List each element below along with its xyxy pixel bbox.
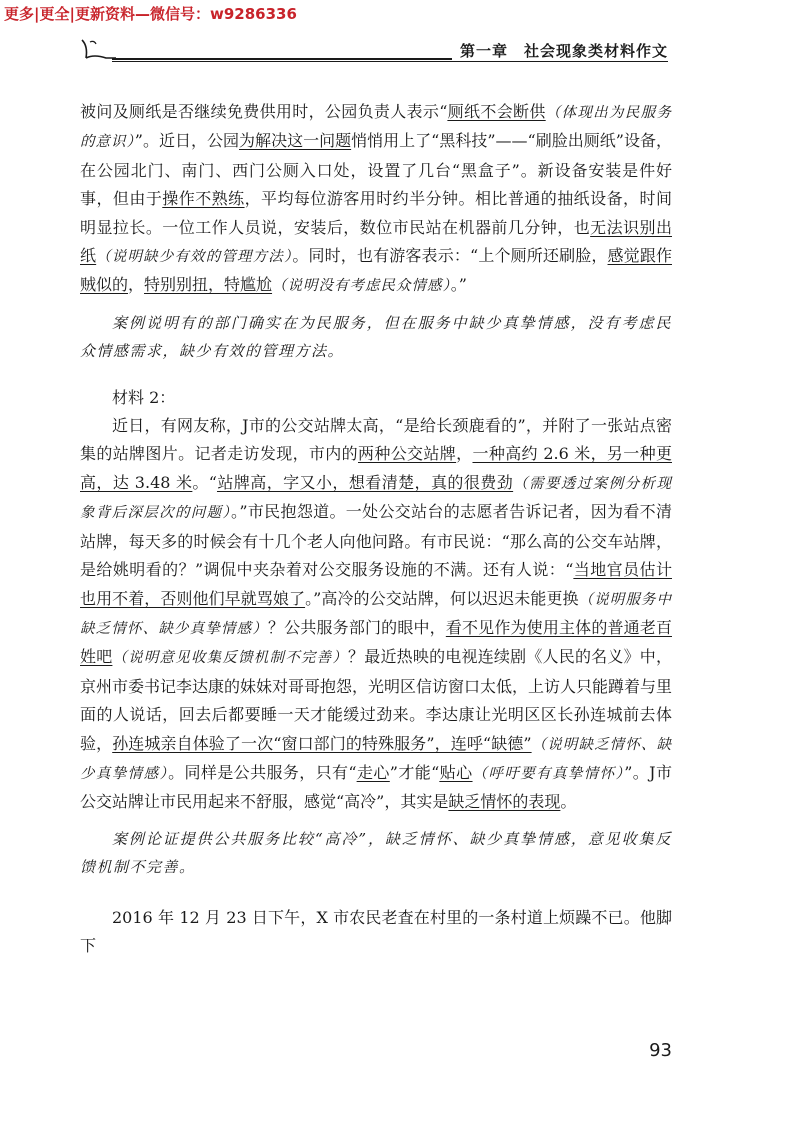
underlined-text: 无法识别出纸 <box>80 217 672 266</box>
text: ？最近热映的电视连续剧《人民的名义》中，京州市委书记李达康的妹妹对哥哥抱怨，光明区信访窗口太低，上访人只能蹲着与里面的人说话，回去后都要睡一天才能缓过劲来。李达康让光明区区长孙连城前去体验， <box>80 647 673 753</box>
underlined-text: 一种高约 2.6 米，另一种更高，达 3.48 米 <box>80 444 672 492</box>
watermark-banner: 更多|更全|更新资料—微信号：w9286336 <box>4 5 297 23</box>
text: ， <box>128 275 145 295</box>
page-content <box>80 98 672 960</box>
annotation-note: （说明没有考虑民众情感） <box>272 278 451 295</box>
paragraph-bus-stop <box>80 412 672 817</box>
underlined-text: 孙连城亲自体验了一次“窗口部门的特殊服务”，连呼“缺德” <box>112 733 532 753</box>
underlined-text: 厕纸不会断供 <box>447 102 546 121</box>
underlined-text: 操作不熟练 <box>162 189 245 209</box>
header-ornament-icon <box>76 36 116 62</box>
text: 近日，有网友称，J市的公交站牌太高，“是给长颈鹿看的”，并附了一张站点密集的站牌图片。记者走访发现，市内的 <box>80 416 672 464</box>
text: 。”市民抱怨道。一处公交站台的志愿者告诉记者，因为看不清站牌，每天多的时候会有十几个老人向他问路。有市民说：“那么高的公交车站牌，是给姚明看的？”调侃中夹杂着对公交服务设施的不满。还有人说：“ <box>80 502 672 580</box>
text: 悄悄用上了“黑科技”——“刷脸出厕纸”设备，在公园北门、南门、西门公厕入口处，设置了几台“黑盒子”。新设备安装是件好事，但由于 <box>80 131 672 209</box>
annotation-note: （说明服务中缺乏情怀、缺少真挚情感） <box>80 591 672 637</box>
chapter-title: 第一章 社会现象类材料作文 <box>452 40 668 61</box>
text: ”。J市公交站牌让市民用起来不舒服，感觉“高冷”，其实是 <box>80 762 672 812</box>
annotation-note: （说明意见收集反馈机制不完善） <box>112 650 349 667</box>
annotation-note: （说明缺少有效的管理方法） <box>96 249 293 266</box>
text: ，平均每位游客用时约半分钟。相比普通的抽纸设备，时间明显拉长。一位工作人员说，安装后，数位市民站在机器前几分钟，也 <box>80 189 672 237</box>
text: 。” <box>450 275 467 295</box>
text: 。“ <box>192 472 217 492</box>
header-rule-thin <box>112 61 668 62</box>
case-summary-1: 案例说明有的部门确实在为民服务，但在服务中缺少真挚情感，没有考虑民众情感需求，缺少有效的管理方法。 <box>80 313 672 361</box>
text: 。同样是公共服务，只有“ <box>168 762 357 782</box>
text: 被问及厕纸是否继续免费供用时，公园负责人表示“ <box>80 102 448 121</box>
text: 。同时，也有游客表示：“上个厕所还刷脸， <box>292 246 608 266</box>
annotation-note: （说明缺乏情怀、缺少真挚情感） <box>80 736 672 782</box>
text: 。”高冷的公交站牌，何以迟迟未能更换 <box>305 588 579 608</box>
underlined-text: 当地官员估计也用不着，否则他们早就骂娘了 <box>80 560 672 608</box>
text: 。 <box>560 792 577 812</box>
page-number: 93 <box>649 1040 672 1061</box>
annotation-note: （体现出为民服务的意识） <box>80 105 672 151</box>
underlined-text: 特别别扭，特尴尬 <box>144 275 273 295</box>
underlined-text: 贴心 <box>439 762 473 782</box>
underlined-text: 走心 <box>356 762 390 782</box>
text: ”才能“ <box>389 762 440 782</box>
page-header <box>72 36 668 66</box>
underlined-text: 感觉跟作贼似的 <box>80 246 672 295</box>
text: ”。近日，公园 <box>134 131 240 151</box>
paragraph-village-road: 2016 年 12 月 23 日下午，X 市农民老査在村里的一条村道上烦躁不已。他脚下 <box>80 907 672 955</box>
underlined-text: 看不见作为使用主体的普通老百姓吧 <box>80 617 672 667</box>
text: ？公共服务部门的眼中， <box>268 617 446 637</box>
underlined-text: 缺乏情怀的表现 <box>448 792 561 812</box>
annotation-note: （需要透过案例分析现象背后深层次的问题） <box>80 475 672 522</box>
case-summary-2: 案例论证提供公共服务比较“高冷”，缺乏情怀、缺少真挚情感，意见收集反馈机制不完善。 <box>80 829 672 877</box>
underlined-text: 两种公交站牌 <box>358 444 457 464</box>
annotation-note: （呼吁要有真挚情怀） <box>472 765 625 782</box>
material-2-heading: 材料 2： <box>112 387 176 407</box>
text: ， <box>456 444 473 464</box>
underlined-text: 站牌高，字又小，想看清楚，真的很费劲 <box>216 472 514 492</box>
underlined-text: 为解决这一问题 <box>239 131 352 151</box>
paragraph-park-toilet <box>80 98 672 301</box>
